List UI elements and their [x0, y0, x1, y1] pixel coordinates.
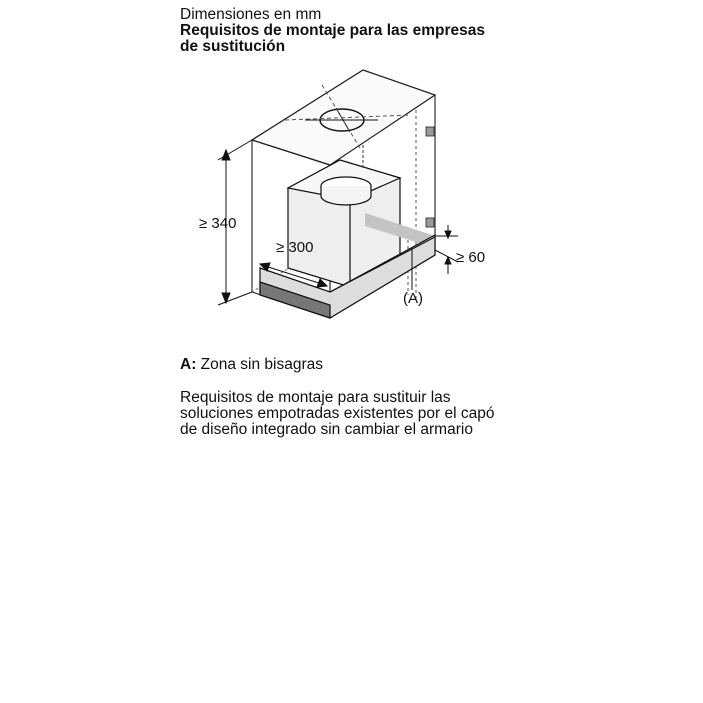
title-line-1: Requisitos de montaje para las empresas	[180, 22, 485, 39]
description-line-1: Requisitos de montaje para sustituir las	[180, 389, 451, 406]
dim-height: ≥ 340	[199, 215, 237, 232]
legend-key: A:	[180, 356, 197, 373]
legend-text: Zona sin bisagras	[200, 356, 324, 373]
gap-dimension	[435, 225, 458, 274]
description-line-3: de diseño integrado sin cambiar el armario	[180, 421, 473, 438]
dim-gap: ≥ 60	[456, 249, 486, 266]
subtitle: Dimensiones en mm	[180, 6, 322, 23]
label-a: (A)	[403, 290, 423, 307]
hinge-icon	[426, 127, 434, 227]
description-line-2: soluciones empotradas existentes por el capó	[180, 405, 495, 422]
dim-depth: ≥ 300	[276, 239, 314, 256]
title-line-2: de sustitución	[180, 38, 286, 55]
legend	[180, 356, 323, 373]
